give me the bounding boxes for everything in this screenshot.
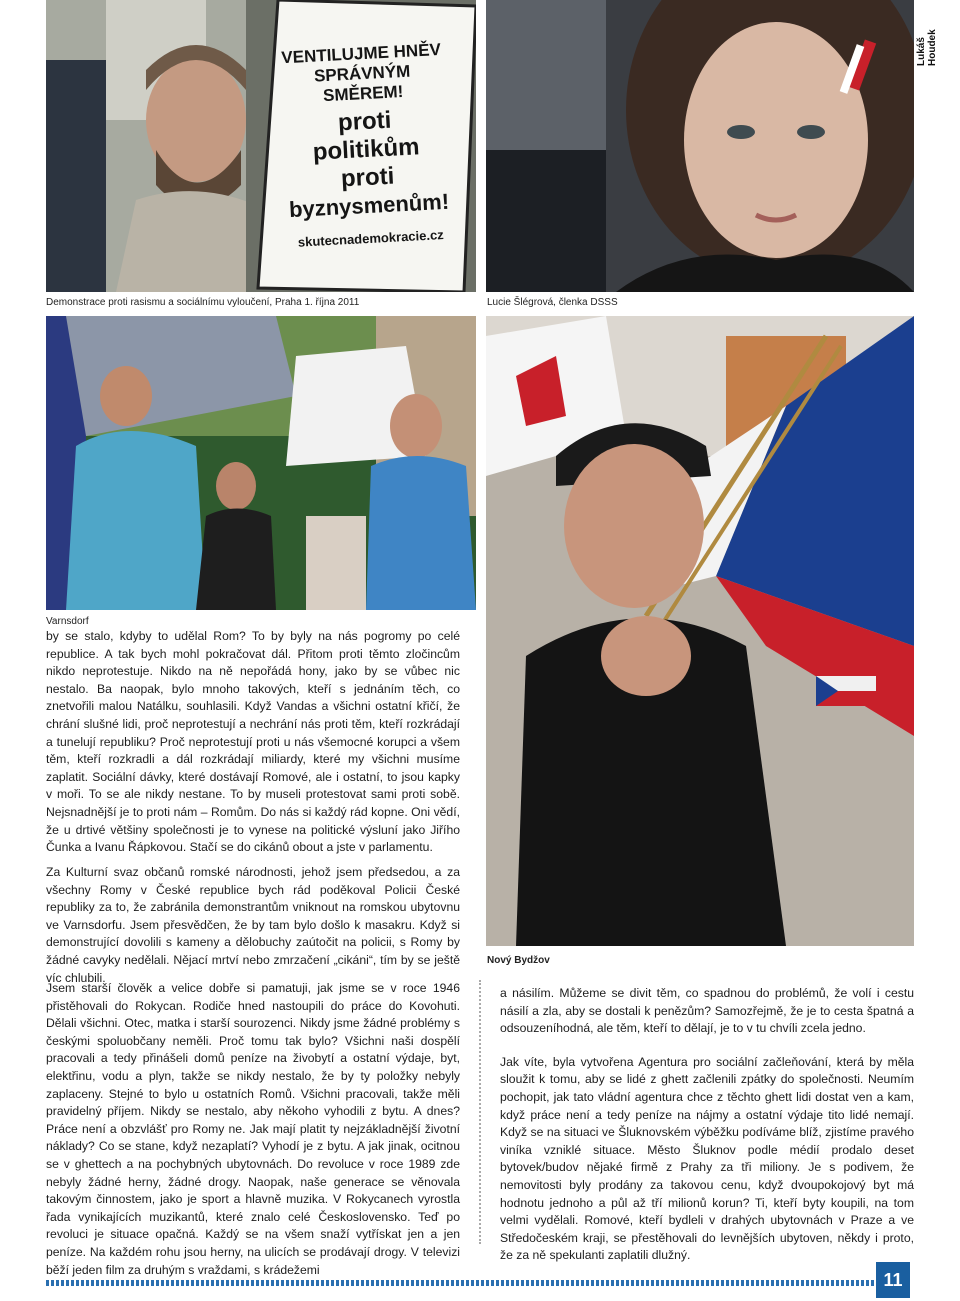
photo-novy-bydzov bbox=[486, 316, 914, 946]
article-text-top bbox=[46, 628, 460, 873]
sign-line: SMĚREM! bbox=[322, 81, 404, 106]
photo-woman-portrait bbox=[486, 0, 914, 292]
caption-photo-3: Varnsdorf bbox=[46, 616, 89, 627]
sign-line: proti bbox=[337, 106, 392, 137]
photo-varnsdorf bbox=[46, 316, 476, 610]
paragraph: by se stalo, kdyby to udělal Rom? To by byly na nás pogromy po celé republice. A tak bych mohl pokračovat dál. Přitom proti těmto zločincům nikdo neprotestuje. Nikdo na ně nepořádá hony, jako by se vůbec nic nestalo. Ba naopak, bylo mnoho takových, kteří s jednáním těch, co znetvořili malou Natálku, souhlasili. Když Vandas a všichni ostatní křičí, že chrání slušné lidi, proč neprotestují a nechrání nás proti těm, kteří rozkrádají a tunelují republiku? Proč neprotestují proti u nás všemocné korupci a všem těm, kteří rozkradli a dál rozkrádají miliardy, které my všichni musíme zaplatit. Sociální dávky, které dostávají Romové, ale i ostatní, to jsou kapky v moři. To se ale nikdy nestane. To by museli protestovat sami proti sobě. Nejsnadnější je to proti nám – Romům. Do nás si každý rád kopne. Oni vědí, že u drtivé většiny společnosti je to vynese na politické výsluní jako Jiřího Čunka a Ivanu Řápkovou. Stačí se do cikánů obout a jste v parlamentu. bbox=[46, 629, 460, 855]
sign-line: proti bbox=[340, 162, 395, 193]
caption-photo-2: Lucie Šlégrová, členka DSSS bbox=[487, 297, 618, 308]
paragraph: Jak víte, byla vytvořena Agentura pro sociální začleňování, která by měla sloužit k tomu, aby se lidé z ghett začlenili zpátky do společnosti. Neumím pochopit, jak tato vládní agentura chce z těchto ghett lidi dostat ven a kam, když práce není a tedy peníze na nájmy a ostatní výdaje tito lidé nemají. Když se na situaci ve Šluknovském výběžku podíváme blíž, zjistíme pravého viníka vzniklé situace. Město Šluknov podle médií prodalo deset bytovek/budov nějaké firmě z Prahy za tři miliony. Je s podivem, že nemovitosti byly prodány za takovou cenu, když dvoupokojový byt má hodnotu jednoho a půl až tří milionů korun? Ti, kteří byty koupili, na tom velmi vydělali. Romové, kteří bydleli v drahých ubytovnách v Praze a ve Středočeském kraji, se přestěhovali do levnějších ubytoven, někdy i proto, že za ně spekulanti zaplatili dlužný. bbox=[500, 1054, 914, 1263]
article-text-left bbox=[46, 980, 460, 1295]
paragraph: Jsem starší člověk a velice dobře si pamatuji, jak jsme se v roce 1946 přistěhovali do Rokycan. Rodiče hned nastoupili do práce do Kovohuti. Dělali všichni. Otec, matka i starší sourozenci. Nikdy jsme žádné problémy s českými spoluobčany neměli. Proč tomu tak bylo? Všichni naši dospělí pracovali a tedy přinášeli domů peníze na živobytí a ostatní výdaje, byt, elektřinu, vodu a plyn, takže se nikdy nestalo, že by ty položky nebyly zaplaceny. Stejné to bylo u ostatních Romů. Všichni pracovali, takže měli pravidelný příjem. Nikdy se nestalo, aby někoho vyhodili z bytu. A dnes? Práce není a obzvlášť pro Romy ne. Jak mají platit ty nejzákladnější životní náklady? Co se stane, když nezaplatí? Vyhodí je z bytu. A jak jinak, ocitnou se v ghettech a na pochybných ubytovnách. Do revoluce v roce 1989 zde nebyly žádné herny, žádné drogy. Naopak, naše generace se věnovala takovým činnostem, jako je sport a hlavně muzika. V Rokycanech vyrostla řada vynikajících muzikantů, které znalo celé Československo. Teď po revoluci je situace opačná. Každý se na všem snaží vytřískat jen a jen peníze. Na každém rohu jsou herny, na ulicích se prodávají drogy. V televizi běží jeden film za druhým s vraždami, s krádežemi bbox=[46, 981, 460, 1277]
column-divider bbox=[479, 980, 481, 1244]
protest-sign-text bbox=[261, 39, 472, 255]
sign-line: politikům bbox=[312, 133, 421, 166]
sign-line: VENTILUJME HNĚV bbox=[280, 39, 442, 68]
page-number: 11 bbox=[876, 1262, 910, 1298]
footer-bar bbox=[46, 1280, 876, 1286]
photo-credit: Lukáš Houdek bbox=[916, 29, 938, 66]
sign-line: SPRÁVNÝM bbox=[313, 61, 411, 86]
paragraph: Za Kulturní svaz občanů romské národnosti, jehož jsem předsedou, a za všechny Romy v České republice bych rád poděkoval Policii České republiky za to, že zabránila demonstrantům vniknout na romskou ubytovnu ve Varnsdorfu. Jsem přesvědčen, že by tam bylo došlo k masakru. Když si demonstrující dovolili s kameny a dělobuchy zaútočit na policii, s Romy by žádné cavyky nedělali. Nějací mrtví nebo zmrzačení „cikáni“, tím by se ještě víc chlubili. bbox=[46, 865, 460, 985]
article-text-right bbox=[500, 985, 914, 1281]
caption-photo-4: Nový Bydžov bbox=[487, 955, 550, 966]
paragraph: a násilím. Můžeme se divit těm, co spadnou do problémů, že volí i cestu násilí a zla, aby se dostali k penězům? Samozřejmě, že je to cesta špatná a odsouzeníhodná, ale těm, kteří to dělají, je to v tu chvíli zcela jedno. bbox=[500, 986, 914, 1036]
sign-line: byznysmenům! bbox=[288, 188, 450, 223]
sign-url: skutecnademokracie.cz bbox=[297, 227, 445, 250]
caption-photo-1: Demonstrace proti rasismu a sociálnímu vyloučení, Praha 1. října 2011 bbox=[46, 297, 360, 308]
